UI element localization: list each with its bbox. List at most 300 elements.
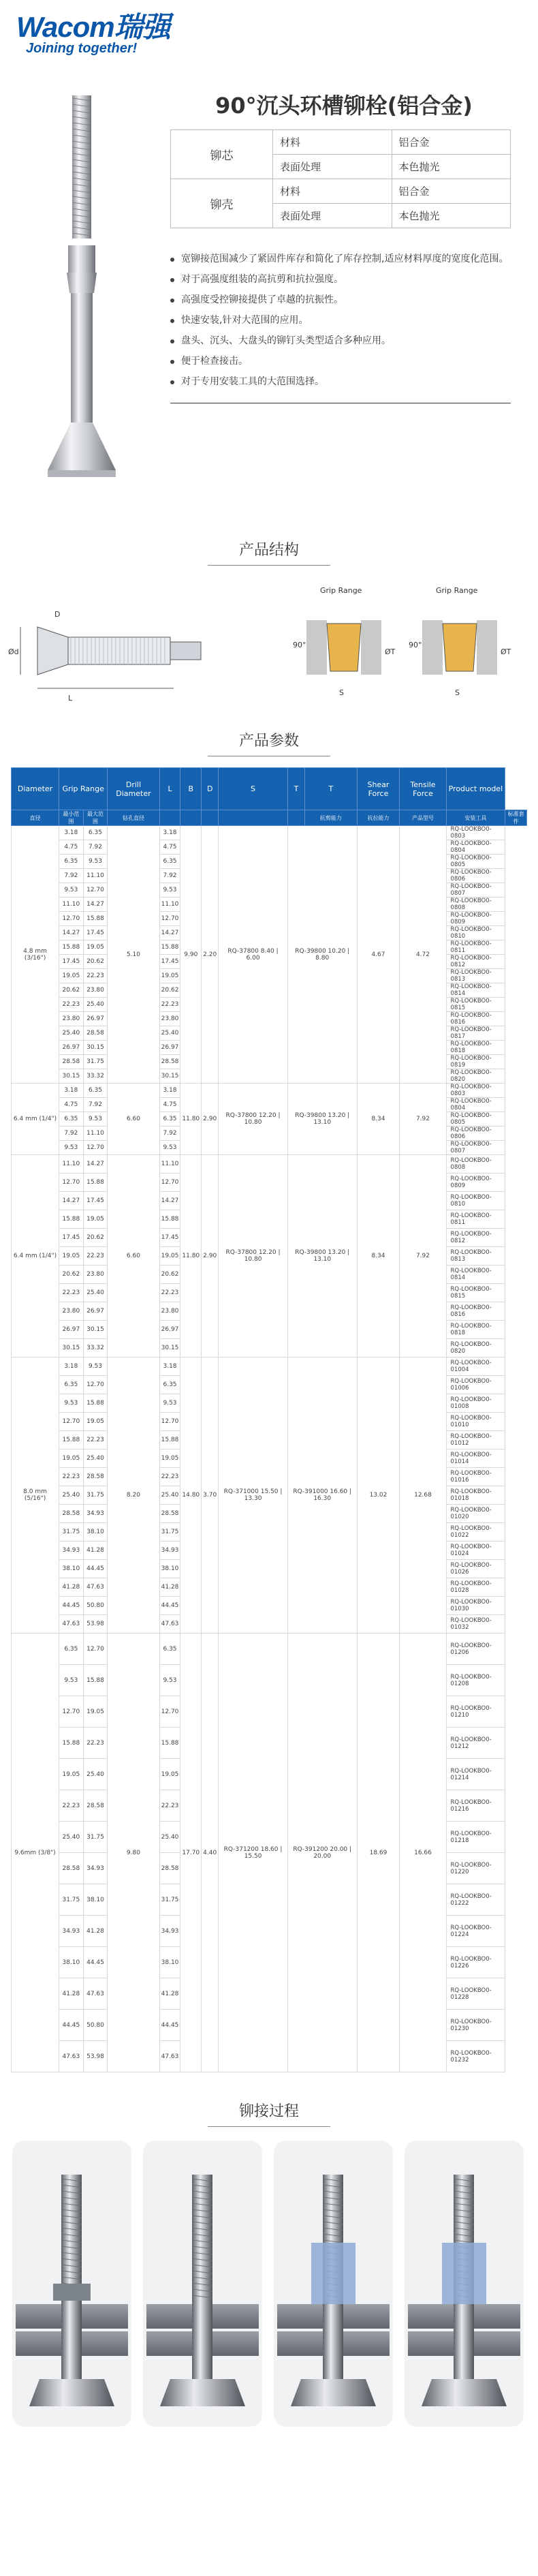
cell-grip-max: 25.40 <box>83 998 108 1012</box>
brand-name-cn: 瑞强 <box>114 11 170 43</box>
cell-grip-max: 38.10 <box>83 1523 108 1542</box>
dim-t-2: ØT <box>501 647 511 656</box>
material-key: 表面处理 <box>273 204 392 228</box>
cell-grip-max: 23.80 <box>83 983 108 998</box>
cell-l: 31.75 <box>159 1884 180 1916</box>
cell-grip-max: 47.63 <box>83 1578 108 1597</box>
cell-diameter: 6.4 mm (1/4") <box>12 1155 59 1358</box>
cell-l: 19.05 <box>159 969 180 983</box>
product-image <box>14 89 163 504</box>
brand-tagline: Joining together! <box>26 41 138 56</box>
cell-b: 17.70 <box>180 1634 202 2072</box>
cell-l: 9.53 <box>159 1394 180 1413</box>
feature-item: 高强度受控铆接提供了卓越的抗振性。 <box>170 290 511 310</box>
cell-d: 3.70 <box>202 1358 219 1634</box>
cell-grip-max: 22.23 <box>83 969 108 983</box>
cell-grip-max: 19.05 <box>83 1696 108 1728</box>
cell-l: 28.58 <box>159 1853 180 1884</box>
cell-grip-max: 22.23 <box>83 1728 108 1759</box>
cell-tensile: 7.92 <box>400 1155 446 1358</box>
feature-item: 对于高强度组装的高抗剪和抗拉强度。 <box>170 269 511 290</box>
spec-table <box>11 767 527 2072</box>
angle-label-2: 90° <box>409 641 422 649</box>
cell-product-model: RQ-LOOKBO0-0805 <box>446 1112 505 1126</box>
cell-product-model: RQ-LOOKBO0-0806 <box>446 869 505 883</box>
cell-l: 41.28 <box>159 1578 180 1597</box>
cell-l: 9.53 <box>159 1141 180 1155</box>
cell-grip-max: 26.97 <box>83 1302 108 1321</box>
cell-product-model: RQ-LOOKBO0-0811 <box>446 940 505 955</box>
cell-grip-min: 15.88 <box>59 1210 84 1229</box>
cell-grip-min: 47.63 <box>59 2041 84 2072</box>
column-header: Diameter <box>12 768 59 810</box>
dim-s-2: S <box>455 688 460 697</box>
cell-diameter: 6.4 mm (1/4") <box>12 1084 59 1155</box>
cell-grip-min: 20.62 <box>59 983 84 998</box>
side-view-drawing <box>8 610 201 703</box>
cell-grip-min: 22.23 <box>59 1284 84 1302</box>
cell-product-model: RQ-LOOKBO0-0820 <box>446 1339 505 1358</box>
cell-grip-min: 19.05 <box>59 969 84 983</box>
cell-grip-min: 12.70 <box>59 1413 84 1431</box>
cell-grip-max: 23.80 <box>83 1266 108 1284</box>
column-header: B <box>180 768 202 810</box>
cell-product-model: RQ-LOOKBO0-0807 <box>446 883 505 898</box>
cell-grip-max: 7.92 <box>83 840 108 855</box>
cell-l: 28.58 <box>159 1055 180 1069</box>
cell-product-model: RQ-LOOKBO0-0816 <box>446 1302 505 1321</box>
cell-product-model: RQ-LOOKBO0-01004 <box>446 1358 505 1376</box>
feature-item: 盘头、沉头、大盘头的铆钉头类型适合多种应用。 <box>170 331 511 351</box>
cell-product-model: RQ-LOOKBO0-0815 <box>446 998 505 1012</box>
cell-grip-min: 12.70 <box>59 1696 84 1728</box>
cell-product-model: RQ-LOOKBO0-0810 <box>446 926 505 940</box>
cell-grip-min: 11.10 <box>59 898 84 912</box>
cell-grip-max: 26.97 <box>83 1012 108 1026</box>
cell-s: RQ-37800 8.40 | 6.00 <box>219 826 288 1084</box>
cell-l: 6.35 <box>159 1112 180 1126</box>
cell-diameter: 9.6mm (3/8") <box>12 1634 59 2072</box>
cell-grip-min: 28.58 <box>59 1853 84 1884</box>
cell-grip-max: 19.05 <box>83 940 108 955</box>
cell-l: 11.10 <box>159 1155 180 1174</box>
cell-grip-min: 12.70 <box>59 1174 84 1192</box>
cell-product-model: RQ-LOOKBO0-01028 <box>446 1578 505 1597</box>
cell-l: 30.15 <box>159 1339 180 1358</box>
cell-t: RQ-39800 10.20 | 8.80 <box>287 826 357 1084</box>
cell-product-model: RQ-LOOKBO0-01032 <box>446 1615 505 1634</box>
cell-grip-min: 25.40 <box>59 1026 84 1041</box>
cell-product-model: RQ-LOOKBO0-01214 <box>446 1759 505 1790</box>
column-header: T <box>287 768 304 810</box>
dim-l: L <box>68 694 73 703</box>
cell-product-model: RQ-LOOKBO0-0819 <box>446 1055 505 1069</box>
cell-product-model: RQ-LOOKBO0-01030 <box>446 1597 505 1615</box>
cell-grip-max: 14.27 <box>83 898 108 912</box>
section-title-params: 产品参数 <box>238 733 299 750</box>
spec-table-wrap <box>11 767 527 2072</box>
column-header: L <box>159 768 180 810</box>
cell-grip-max: 17.45 <box>83 1192 108 1210</box>
cell-product-model: RQ-LOOKBO0-01022 <box>446 1523 505 1542</box>
cell-l: 34.93 <box>159 1542 180 1560</box>
column-header: Drill Diameter <box>108 768 159 810</box>
cell-grip-max: 9.53 <box>83 855 108 869</box>
cell-product-model: RQ-LOOKBO0-01016 <box>446 1468 505 1486</box>
dim-s: S <box>339 688 344 697</box>
cell-grip-max: 15.88 <box>83 1394 108 1413</box>
cell-grip-min: 4.75 <box>59 840 84 855</box>
cell-grip-min: 6.35 <box>59 1634 84 1665</box>
cell-grip-max: 12.70 <box>83 1141 108 1155</box>
structure-diagram <box>0 579 538 722</box>
cell-s: RQ-371200 18.60 | 15.50 <box>219 1634 288 2072</box>
brand-logo <box>16 12 522 57</box>
cell-grip-max: 31.75 <box>83 1055 108 1069</box>
cell-tensile: 12.68 <box>400 1358 446 1634</box>
cell-grip-max: 34.93 <box>83 1853 108 1884</box>
column-subheader: 最大范围 <box>83 810 108 826</box>
cell-l: 25.40 <box>159 1026 180 1041</box>
cell-grip-min: 3.18 <box>59 1358 84 1376</box>
cell-l: 15.88 <box>159 1728 180 1759</box>
cell-grip-max: 7.92 <box>83 1098 108 1112</box>
cell-b: 14.80 <box>180 1358 202 1634</box>
cell-product-model: RQ-LOOKBO0-0814 <box>446 983 505 998</box>
cell-l: 47.63 <box>159 2041 180 2072</box>
cell-product-model: RQ-LOOKBO0-0809 <box>446 912 505 926</box>
process-images <box>0 2134 538 2447</box>
dim-t: ØT <box>385 647 396 656</box>
feature-item: 宽铆接范围减少了紧固件库存和简化了库存控制,适应材料厚度的宽度化范围。 <box>170 249 511 269</box>
cell-tensile: 7.92 <box>400 1084 446 1155</box>
cell-d: 2.90 <box>202 1084 219 1155</box>
cell-product-model: RQ-LOOKBO0-01210 <box>446 1696 505 1728</box>
cell-product-model: RQ-LOOKBO0-01232 <box>446 2041 505 2072</box>
cell-grip-max: 30.15 <box>83 1321 108 1339</box>
cell-drill: 6.60 <box>108 1084 159 1155</box>
cell-shear: 8.34 <box>357 1155 400 1358</box>
cell-diameter: 4.8 mm (3/16") <box>12 826 59 1084</box>
process-step-2 <box>143 2141 262 2427</box>
cell-l: 7.92 <box>159 869 180 883</box>
cell-t: RQ-391200 20.00 | 20.00 <box>287 1634 357 2072</box>
cell-l: 22.23 <box>159 998 180 1012</box>
cell-grip-min: 15.88 <box>59 940 84 955</box>
cell-grip-min: 44.45 <box>59 2010 84 2041</box>
column-header: Grip Range <box>59 768 108 810</box>
cell-grip-max: 38.10 <box>83 1884 108 1916</box>
cell-grip-min: 20.62 <box>59 1266 84 1284</box>
cell-grip-min: 41.28 <box>59 1578 84 1597</box>
cell-l: 22.23 <box>159 1790 180 1822</box>
cell-grip-min: 26.97 <box>59 1321 84 1339</box>
cell-l: 4.75 <box>159 840 180 855</box>
cell-grip-min: 34.93 <box>59 1542 84 1560</box>
cell-grip-min: 28.58 <box>59 1505 84 1523</box>
cell-product-model: RQ-LOOKBO0-01020 <box>446 1505 505 1523</box>
cell-l: 19.05 <box>159 1247 180 1266</box>
cell-l: 31.75 <box>159 1523 180 1542</box>
cell-l: 12.70 <box>159 1413 180 1431</box>
cell-s: RQ-37800 12.20 | 10.80 <box>219 1084 288 1155</box>
cell-product-model: RQ-LOOKBO0-0808 <box>446 1155 505 1174</box>
column-subheader: 钻孔直径 <box>108 810 159 826</box>
cell-grip-min: 12.70 <box>59 912 84 926</box>
cell-l: 12.70 <box>159 1174 180 1192</box>
grip-range-label: Grip Range <box>320 586 362 595</box>
cell-product-model: RQ-LOOKBO0-0812 <box>446 1229 505 1247</box>
cell-l: 23.80 <box>159 1012 180 1026</box>
material-key: 表面处理 <box>273 155 392 179</box>
cell-product-model: RQ-LOOKBO0-01222 <box>446 1884 505 1916</box>
cell-grip-min: 22.23 <box>59 998 84 1012</box>
cell-grip-max: 11.10 <box>83 869 108 883</box>
cell-grip-min: 6.35 <box>59 855 84 869</box>
feature-item: 快速安装,针对大范围的应用。 <box>170 310 511 331</box>
cell-grip-min: 19.05 <box>59 1450 84 1468</box>
cell-l: 12.70 <box>159 912 180 926</box>
cell-l: 6.35 <box>159 1376 180 1394</box>
column-header: Product model <box>446 768 505 810</box>
cell-product-model: RQ-LOOKBO0-0814 <box>446 1266 505 1284</box>
feature-item: 便于检查接击。 <box>170 351 511 371</box>
cell-product-model: RQ-LOOKBO0-01216 <box>446 1790 505 1822</box>
cell-grip-min: 23.80 <box>59 1302 84 1321</box>
cell-product-model: RQ-LOOKBO0-01228 <box>446 1978 505 2010</box>
cell-grip-max: 12.70 <box>83 883 108 898</box>
column-subheader <box>159 810 180 826</box>
cell-grip-min: 34.93 <box>59 1916 84 1947</box>
column-header: Shear Force <box>357 768 400 810</box>
cell-l: 4.75 <box>159 1098 180 1112</box>
cell-shear: 8.34 <box>357 1084 400 1155</box>
table-subheader-row <box>12 810 527 826</box>
cell-l: 14.27 <box>159 1192 180 1210</box>
dim-d: Ød <box>8 647 19 656</box>
cell-product-model: RQ-LOOKBO0-0818 <box>446 1041 505 1055</box>
section-title-structure: 产品结构 <box>238 542 299 559</box>
cell-grip-max: 17.45 <box>83 926 108 940</box>
cell-s: RQ-371000 15.50 | 13.30 <box>219 1358 288 1634</box>
column-subheader: 抗剪能力 <box>305 810 357 826</box>
cell-d: 4.40 <box>202 1634 219 2072</box>
cell-product-model: RQ-LOOKBO0-01224 <box>446 1916 505 1947</box>
cell-grip-min: 11.10 <box>59 1155 84 1174</box>
cell-l: 6.35 <box>159 855 180 869</box>
cell-grip-min: 30.15 <box>59 1069 84 1084</box>
cell-grip-max: 14.27 <box>83 1155 108 1174</box>
cell-grip-max: 20.62 <box>83 955 108 969</box>
material-key: 材料 <box>273 130 392 155</box>
cell-grip-min: 19.05 <box>59 1759 84 1790</box>
process-step-1 <box>12 2141 131 2427</box>
column-subheader: 直径 <box>12 810 59 826</box>
cell-l: 9.53 <box>159 1665 180 1696</box>
cell-grip-max: 12.70 <box>83 1634 108 1665</box>
cell-t: RQ-39800 13.20 | 13.10 <box>287 1084 357 1155</box>
cell-product-model: RQ-LOOKBO0-0808 <box>446 898 505 912</box>
cell-grip-max: 33.32 <box>83 1339 108 1358</box>
cell-t: RQ-39800 13.20 | 13.10 <box>287 1155 357 1358</box>
cell-l: 11.10 <box>159 898 180 912</box>
cell-grip-max: 6.35 <box>83 826 108 840</box>
cell-grip-min: 7.92 <box>59 869 84 883</box>
cell-tensile: 4.72 <box>400 826 446 1084</box>
cell-grip-min: 6.35 <box>59 1376 84 1394</box>
cell-grip-max: 31.75 <box>83 1486 108 1505</box>
cell-grip-min: 14.27 <box>59 1192 84 1210</box>
cell-product-model: RQ-LOOKBO0-01012 <box>446 1431 505 1450</box>
cell-grip-min: 25.40 <box>59 1822 84 1853</box>
cell-grip-min: 9.53 <box>59 1665 84 1696</box>
cell-grip-min: 31.75 <box>59 1884 84 1916</box>
cell-grip-min: 15.88 <box>59 1728 84 1759</box>
section-line <box>208 565 330 566</box>
cell-s: RQ-37800 12.20 | 10.80 <box>219 1155 288 1358</box>
cell-l: 15.88 <box>159 1431 180 1450</box>
cell-grip-max: 25.40 <box>83 1759 108 1790</box>
cell-grip-min: 15.88 <box>59 1431 84 1450</box>
cell-grip-max: 53.98 <box>83 2041 108 2072</box>
dim-d1: D <box>54 610 61 619</box>
cell-l: 25.40 <box>159 1822 180 1853</box>
product-hero <box>0 82 538 504</box>
cell-drill: 5.10 <box>108 826 159 1084</box>
cell-grip-max: 47.63 <box>83 1978 108 2010</box>
cell-grip-min: 9.53 <box>59 883 84 898</box>
column-header: T <box>305 768 357 810</box>
cell-l: 19.05 <box>159 1759 180 1790</box>
cell-grip-max: 44.45 <box>83 1947 108 1978</box>
section-line <box>208 2126 330 2127</box>
cell-l: 28.58 <box>159 1505 180 1523</box>
cell-grip-min: 44.45 <box>59 1597 84 1615</box>
cell-shear: 13.02 <box>357 1358 400 1634</box>
cell-grip-max: 53.98 <box>83 1615 108 1634</box>
cell-grip-min: 17.45 <box>59 1229 84 1247</box>
cell-product-model: RQ-LOOKBO0-0804 <box>446 840 505 855</box>
product-title: 90°沉头环槽铆栓(铝合金) <box>215 93 473 119</box>
installed-view-2 <box>409 586 511 697</box>
process-step-4 <box>405 2141 524 2427</box>
cell-b: 11.80 <box>180 1155 202 1358</box>
column-subheader: 产品型号 <box>400 810 446 826</box>
cell-grip-min: 7.92 <box>59 1126 84 1141</box>
cell-product-model: RQ-LOOKBO0-0811 <box>446 1210 505 1229</box>
cell-grip-min: 6.35 <box>59 1112 84 1126</box>
column-header: S <box>219 768 288 810</box>
header <box>0 0 538 82</box>
column-subheader <box>180 810 202 826</box>
cell-l: 23.80 <box>159 1302 180 1321</box>
cell-d: 2.90 <box>202 1155 219 1358</box>
cell-grip-min: 26.97 <box>59 1041 84 1055</box>
cell-d: 2.20 <box>202 826 219 1084</box>
cell-grip-min: 25.40 <box>59 1486 84 1505</box>
rivet-bolt-image <box>14 89 150 497</box>
section-title-process: 铆接过程 <box>238 2103 299 2120</box>
cell-l: 19.05 <box>159 1450 180 1468</box>
feature-item: 对于专用安装工具的大范围选择。 <box>170 371 511 392</box>
table-row <box>12 1084 527 1098</box>
cell-grip-max: 15.88 <box>83 912 108 926</box>
cell-l: 38.10 <box>159 1947 180 1978</box>
cell-drill: 8.20 <box>108 1358 159 1634</box>
installed-view-1 <box>293 586 396 697</box>
cell-grip-min: 17.45 <box>59 955 84 969</box>
cell-l: 26.97 <box>159 1321 180 1339</box>
cell-l: 44.45 <box>159 1597 180 1615</box>
cell-grip-max: 50.80 <box>83 1597 108 1615</box>
cell-drill: 9.80 <box>108 1634 159 2072</box>
cell-grip-max: 15.88 <box>83 1665 108 1696</box>
cell-grip-max: 12.70 <box>83 1376 108 1394</box>
material-row <box>171 179 511 204</box>
angle-label: 90° <box>293 641 306 649</box>
cell-grip-min: 47.63 <box>59 1615 84 1634</box>
cell-grip-min: 31.75 <box>59 1523 84 1542</box>
material-value: 铝合金 <box>392 179 511 204</box>
cell-product-model: RQ-LOOKBO0-01230 <box>446 2010 505 2041</box>
cell-product-model: RQ-LOOKBO0-0815 <box>446 1284 505 1302</box>
cell-l: 41.28 <box>159 1978 180 2010</box>
column-subheader: 标准套件 <box>505 810 527 826</box>
cell-product-model: RQ-LOOKBO0-01026 <box>446 1560 505 1578</box>
cell-product-model: RQ-LOOKBO0-0813 <box>446 969 505 983</box>
cell-product-model: RQ-LOOKBO0-0809 <box>446 1174 505 1192</box>
cell-grip-min: 19.05 <box>59 1247 84 1266</box>
cell-l: 3.18 <box>159 1358 180 1376</box>
cell-product-model: RQ-LOOKBO0-01014 <box>446 1450 505 1468</box>
cell-product-model: RQ-LOOKBO0-01220 <box>446 1853 505 1884</box>
cell-grip-max: 22.23 <box>83 1247 108 1266</box>
cell-l: 44.45 <box>159 2010 180 2041</box>
column-subheader <box>219 810 288 826</box>
cell-grip-min: 38.10 <box>59 1947 84 1978</box>
cell-grip-min: 22.23 <box>59 1790 84 1822</box>
cell-grip-min: 9.53 <box>59 1394 84 1413</box>
cell-product-model: RQ-LOOKBO0-01226 <box>446 1947 505 1978</box>
cell-grip-max: 9.53 <box>83 1358 108 1376</box>
cell-l: 47.63 <box>159 1615 180 1634</box>
material-value: 铝合金 <box>392 130 511 155</box>
cell-l: 26.97 <box>159 1041 180 1055</box>
cell-l: 7.92 <box>159 1126 180 1141</box>
cell-grip-min: 3.18 <box>59 826 84 840</box>
cell-product-model: RQ-LOOKBO0-01008 <box>446 1394 505 1413</box>
cell-l: 3.18 <box>159 826 180 840</box>
column-subheader <box>202 810 219 826</box>
cell-b: 11.80 <box>180 1084 202 1155</box>
cell-grip-max: 30.15 <box>83 1041 108 1055</box>
cell-grip-max: 25.40 <box>83 1284 108 1302</box>
cell-grip-max: 50.80 <box>83 2010 108 2041</box>
cell-grip-max: 33.32 <box>83 1069 108 1084</box>
cell-grip-max: 44.45 <box>83 1560 108 1578</box>
cell-shear: 4.67 <box>357 826 400 1084</box>
cell-grip-min: 28.58 <box>59 1055 84 1069</box>
cell-product-model: RQ-LOOKBO0-0813 <box>446 1247 505 1266</box>
cell-product-model: RQ-LOOKBO0-01212 <box>446 1728 505 1759</box>
cell-grip-min: 9.53 <box>59 1141 84 1155</box>
cell-l: 17.45 <box>159 955 180 969</box>
cell-grip-max: 31.75 <box>83 1822 108 1853</box>
cell-grip-max: 20.62 <box>83 1229 108 1247</box>
cell-product-model: RQ-LOOKBO0-0803 <box>446 1084 505 1098</box>
cell-product-model: RQ-LOOKBO0-0807 <box>446 1141 505 1155</box>
cell-l: 34.93 <box>159 1916 180 1947</box>
